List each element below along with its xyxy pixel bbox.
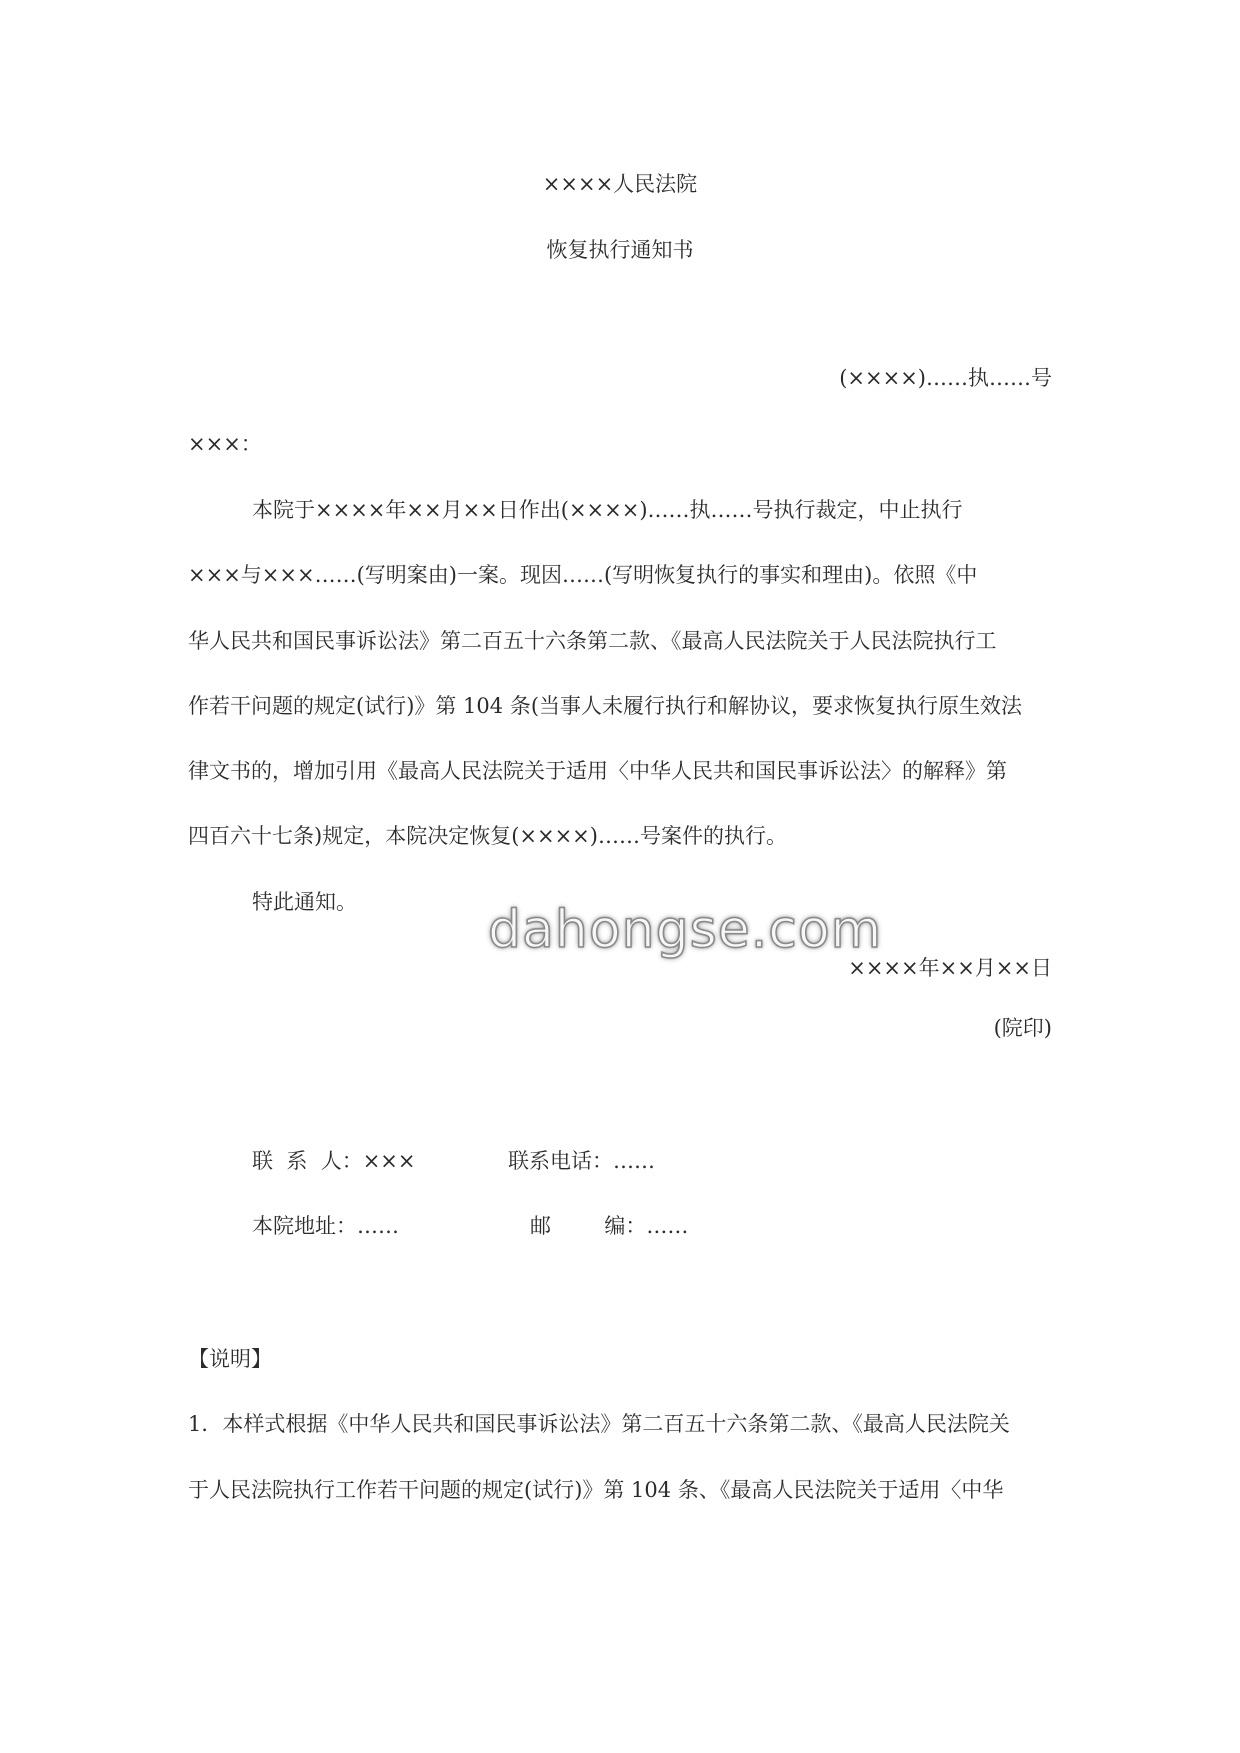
body-line: 四百六十七条)规定，本院决定恢复(××××)……号案件的执行。 bbox=[188, 824, 787, 848]
signature-date: ××××年××月××日 bbox=[848, 956, 1052, 980]
closing-text: 特此通知。 bbox=[252, 890, 357, 914]
court-seal: (院印) bbox=[993, 1016, 1052, 1040]
body-line: 律文书的，增加引用《最高人民法院关于适用〈中华人民共和国民事诉讼法〉的解释》第 bbox=[188, 759, 1007, 783]
notes-line: 1．本样式根据《中华人民共和国民事诉讼法》第二百五十六条第二款、《最高人民法院关 bbox=[188, 1412, 1010, 1436]
addressee: ×××： bbox=[188, 432, 262, 456]
notes-heading: 【说明】 bbox=[188, 1347, 272, 1371]
contact-person: 联 系 人：××× bbox=[252, 1149, 416, 1173]
case-number: (××××)……执……号 bbox=[839, 366, 1052, 390]
body-line: 华人民共和国民事诉讼法》第二百五十六条第二款、《最高人民法院关于人民法院执行工 bbox=[188, 629, 997, 653]
watermark-text: dahongse.com bbox=[488, 900, 883, 960]
body-line: 本院于××××年××月××日作出(××××)……执……号执行裁定，中止执行 bbox=[252, 498, 963, 522]
body-line: ×××与×××……(写明案由)一案。现因……(写明恢复执行的事实和理由)。依照《中 bbox=[188, 563, 978, 587]
document-title: 恢复执行通知书 bbox=[546, 238, 694, 262]
court-address: 本院地址：…… bbox=[252, 1214, 399, 1238]
postcode: 邮 编：…… bbox=[530, 1214, 689, 1238]
court-name: ××××人民法院 bbox=[542, 172, 698, 196]
body-line: 作若干问题的规定(试行)》第 104 条(当事人未履行执行和解协议，要求恢复执行原生效法 bbox=[188, 694, 1023, 718]
notes-line: 于人民法院执行工作若干问题的规定(试行)》第 104 条、《最高人民法院关于适用〈中华 bbox=[188, 1478, 1004, 1502]
contact-phone: 联系电话：…… bbox=[508, 1149, 655, 1173]
